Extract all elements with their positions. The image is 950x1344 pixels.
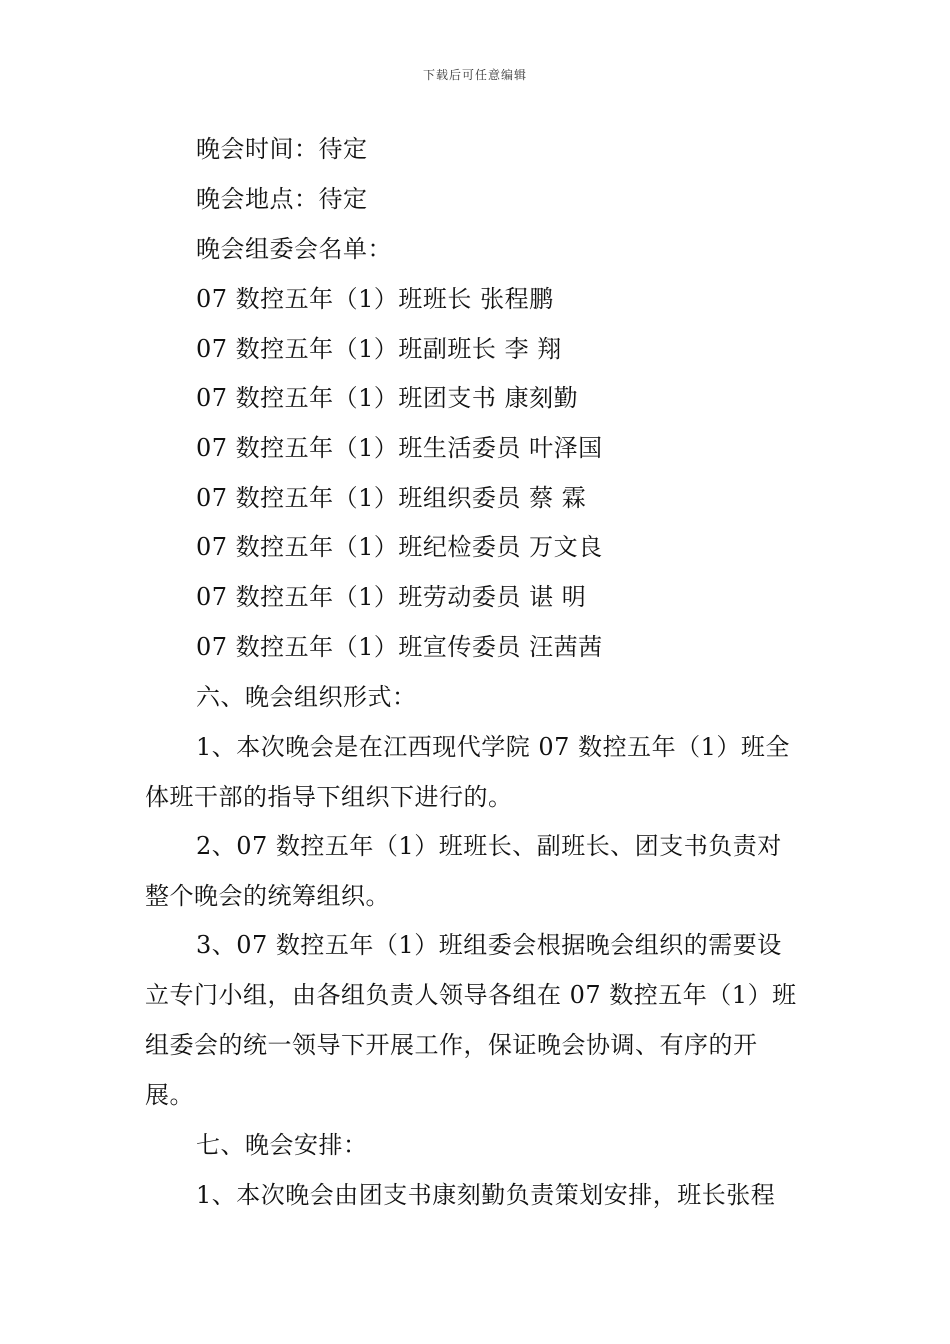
paragraph-line: 组委会的统一领导下开展工作，保证晚会协调、有序的开	[145, 1031, 758, 1059]
committee-list-heading: 晚会组委会名单：	[196, 235, 392, 263]
committee-member: 07 数控五年（1）班班长 张程鹏	[196, 285, 554, 313]
paragraph-line: 体班干部的指导下组织下进行的。	[145, 783, 513, 811]
committee-member: 07 数控五年（1）班副班长 李 翔	[196, 335, 562, 363]
header-note: 下载后可任意编辑	[422, 68, 527, 82]
committee-member: 07 数控五年（1）班组织委员 蔡 霖	[196, 484, 587, 512]
committee-member: 07 数控五年（1）班劳动委员 谌 明	[196, 583, 587, 611]
section-heading: 六、晚会组织形式：	[196, 683, 417, 711]
party-time: 晚会时间：待定	[196, 135, 368, 163]
paragraph-line: 3、07 数控五年（1）班组委会根据晚会组织的需要设	[196, 931, 782, 959]
party-location: 晚会地点：待定	[196, 185, 368, 213]
paragraph-line: 立专门小组，由各组负责人领导各组在 07 数控五年（1）班	[145, 981, 797, 1009]
paragraph-line: 展。	[145, 1081, 194, 1109]
committee-member: 07 数控五年（1）班宣传委员 汪茜茜	[196, 633, 603, 661]
section-heading: 七、晚会安排：	[196, 1131, 368, 1159]
paragraph-line: 1、本次晚会是在江西现代学院 07 数控五年（1）班全	[196, 733, 790, 761]
paragraph-line: 整个晚会的统筹组织。	[145, 882, 390, 910]
committee-member: 07 数控五年（1）班团支书 康刻勤	[196, 384, 579, 412]
paragraph-line: 2、07 数控五年（1）班班长、副班长、团支书负责对	[196, 832, 782, 860]
committee-member: 07 数控五年（1）班生活委员 叶泽国	[196, 434, 603, 462]
paragraph-line: 1、本次晚会由团支书康刻勤负责策划安排，班长张程	[196, 1181, 776, 1209]
committee-member: 07 数控五年（1）班纪检委员 万文良	[196, 533, 603, 561]
